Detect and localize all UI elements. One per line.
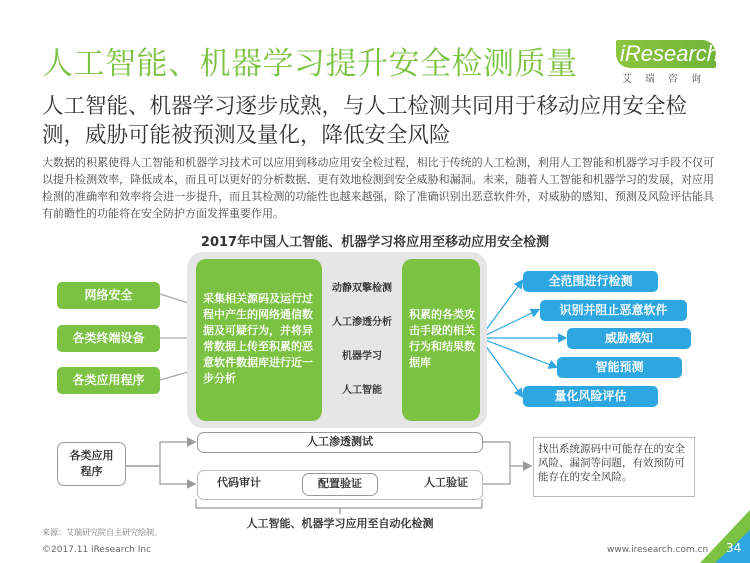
label-ai: 人工智能 bbox=[342, 385, 382, 396]
footer-source: 来源：艾瑞研究院自主研究绘制。 bbox=[42, 528, 162, 537]
collect-data-box: 采集相关源码及运行过程中产生的网络通信数据及可疑行为，并将异常数据上传至积累的恶意软件数据库进行近一步分析 bbox=[196, 259, 322, 421]
footer-copyright: ©2017.11 iResearch Inc bbox=[42, 545, 152, 555]
label-manual-penetration: 人工渗透分析 bbox=[332, 317, 392, 328]
logo-sub: 艾瑞咨询 bbox=[622, 74, 714, 85]
bottom-caption: 人工智能、机器学习应用至自动化检测 bbox=[246, 517, 434, 530]
output-full-scan: 全范围进行检测 bbox=[523, 271, 658, 292]
input-applications: 各类应用程序 bbox=[57, 367, 160, 394]
footer-url[interactable]: www.iresearch.com.cn bbox=[607, 545, 709, 555]
step-manual-verify: 人工验证 bbox=[424, 476, 468, 489]
output-smart-prediction: 智能预测 bbox=[557, 357, 682, 378]
input-terminal-devices: 各类终端设备 bbox=[57, 325, 160, 352]
output-risk-quantification: 量化风险评估 bbox=[523, 386, 658, 407]
label-dual-engine: 动静双擎检测 bbox=[332, 283, 392, 294]
body-paragraph: 大数据的积累使得人工智能和机器学习技术可以应用到移动应用安全检过程，相比于传统的人工检测，利用人工智能和机器学习手段不仅可以提升检测效率，降低成本，而且可以更好的分析数据、更有效地检测到安全威胁和漏洞。未来，随着人工智能和机器学习的发展，对应用检测的准确率和效率将会进一步提升，而且其检测的功能性也越来越强，除了准确识别出恶意软件外，对威胁的感知、预测及风险评估能具有前瞻性的功能将在安全防护方面发挥重要作用。 bbox=[42, 156, 714, 220]
step-config-verify: 配置验证 bbox=[302, 473, 378, 496]
output-block-malware: 识别并阻止恶意软件 bbox=[540, 300, 687, 321]
pentest-box: 人工渗透测试 bbox=[197, 432, 483, 453]
page-title: 人工智能、机器学习提升安全检测质量 bbox=[42, 46, 578, 82]
page-subtitle: 人工智能、机器学习逐步成熟，与人工检测共同用于移动应用安全检测，威胁可能被预测及量化，降低安全风险 bbox=[42, 94, 688, 148]
corner-decoration bbox=[700, 500, 750, 563]
attack-database-box: 积累的各类攻击手段的相关行为和结果数据库 bbox=[402, 259, 480, 421]
note-text: 找出系统源码中可能存在的安全风险、漏洞等问题，有效预防可能存在的安全风险。 bbox=[538, 443, 685, 483]
bottom-source-box: 各类应用程序 bbox=[57, 442, 126, 486]
page-number: 34 bbox=[726, 541, 742, 555]
diagram-title: 2017年中国人工智能、机器学习将应用至移动应用安全检测 bbox=[200, 235, 550, 250]
step-code-audit: 代码审计 bbox=[217, 476, 261, 489]
label-machine-learning: 机器学习 bbox=[342, 351, 382, 362]
input-network-security: 网络安全 bbox=[57, 282, 160, 309]
logo-brand: iResearch bbox=[620, 41, 720, 66]
output-threat-awareness: 威胁感知 bbox=[567, 328, 691, 349]
